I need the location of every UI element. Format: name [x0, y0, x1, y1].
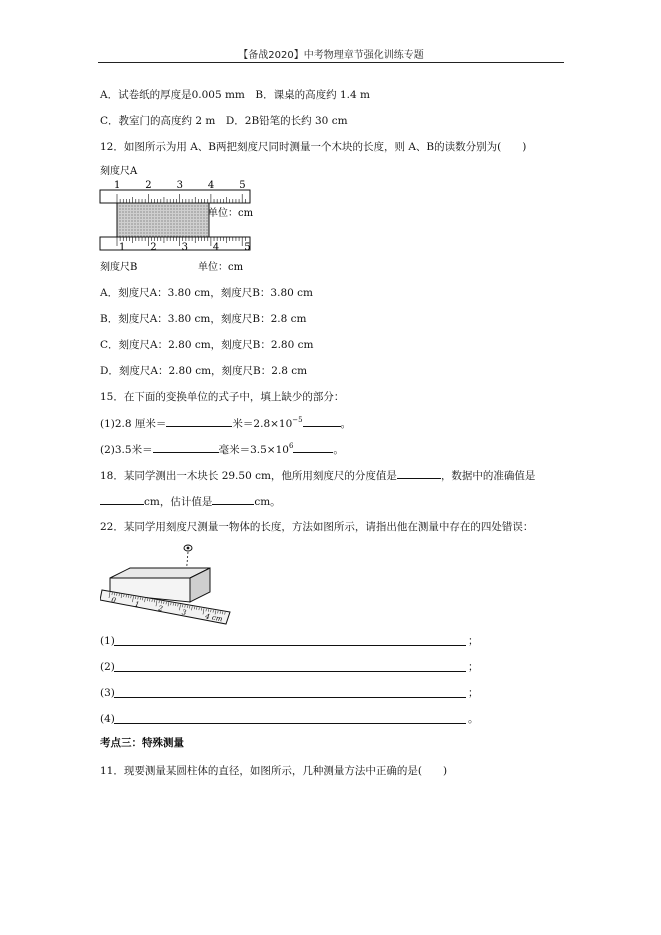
ruler-a: [100, 190, 250, 203]
q15-stem: 15．在下面的变换单位的式子中，填上缺少的部分：: [100, 391, 345, 403]
answer-line-4[interactable]: [114, 723, 466, 724]
slanted-number: 2: [157, 604, 164, 613]
slanted-number: 4 cm: [204, 612, 224, 624]
q15-line1-c: 。: [340, 418, 352, 430]
wood-block: [117, 203, 209, 237]
ruler-a-label: 刻度尺A: [100, 166, 138, 177]
answer-line-3[interactable]: [114, 697, 466, 698]
answer-line-1[interactable]: [114, 645, 466, 646]
q18-line1-b: ，数据中的准确值是: [440, 470, 536, 482]
q12-option-c: C．刻度尺A：2.80 cm，刻度尺B：2.80 cm: [100, 339, 314, 351]
ruler-diagram: [98, 160, 258, 276]
q15-line1: [100, 416, 351, 431]
ruler-a-number: 5: [239, 180, 246, 191]
answer-line-2[interactable]: [114, 671, 466, 672]
unit-label-b: 单位：cm: [198, 262, 244, 273]
blank-num: (2): [100, 661, 115, 673]
q11-stem: 11．现要测量某圆柱体的直径，如图所示，几种测量方法中正确的是( ): [100, 765, 448, 777]
blank[interactable]: [100, 494, 144, 505]
blank[interactable]: [397, 468, 441, 479]
q22-blank-1: [100, 634, 115, 648]
q22-blank-2: [100, 660, 115, 674]
q18-line2-b: cm。: [254, 496, 281, 508]
ruler-a-numbers: [114, 180, 246, 191]
q12-option-d: D．刻度尺A：2.80 cm，刻度尺B：2.8 cm: [100, 365, 308, 377]
q15-line2-b: 毫米＝3.5×10: [218, 444, 289, 456]
blank[interactable]: [153, 442, 219, 453]
q12-ruler-figure: [98, 160, 258, 276]
q18-line1-a: 18．某同学测出一木块长 29.50 cm，他所用刻度尺的分度值是: [100, 470, 397, 482]
q22-blank-1-end: ；: [468, 635, 479, 647]
q15-line2-a: (2)3.5米＝: [100, 444, 153, 456]
slanted-number: 3: [181, 608, 187, 618]
q15-line2: [100, 442, 344, 457]
ruler-a-number: 2: [145, 180, 152, 191]
q22-figure: [100, 540, 240, 630]
q22-blank-3-end: ；: [468, 687, 479, 699]
q22-stem: 22．某同学用刻度尺测量一物体的长度，方法如图所示，请指出他在测量中存在的四处错误：: [100, 521, 534, 533]
q22-blank-3: [100, 686, 115, 700]
ruler-b-label: 刻度尺B: [100, 262, 138, 273]
q22-blank-2-end: ；: [468, 661, 479, 673]
ruler-b-number: 5: [244, 242, 251, 253]
ruler-b-number: 3: [181, 242, 188, 253]
slanted-number: 1: [134, 600, 140, 609]
slanted-number: 0: [110, 596, 117, 605]
ruler-b-number: 4: [212, 242, 220, 253]
ruler-a-number: 3: [176, 180, 183, 191]
q22-blank-4: [100, 712, 115, 726]
blank[interactable]: [212, 494, 254, 505]
q12-option-a: A．刻度尺A：3.80 cm，刻度尺B：3.80 cm: [100, 287, 313, 299]
blank-num: (1): [100, 635, 115, 647]
page-header: 【备战2020】中考物理章节强化训练专题: [238, 50, 424, 61]
header-divider: [98, 62, 564, 63]
ruler-a-number: 4: [207, 180, 215, 191]
pupil: [187, 547, 190, 550]
unit-label-a: 单位：cm: [208, 208, 254, 219]
q15-line1-b: 米＝2.8×10: [232, 418, 293, 430]
blank[interactable]: [303, 416, 341, 427]
blank[interactable]: [293, 442, 333, 453]
q22-blank-4-end: 。: [468, 713, 479, 725]
blank[interactable]: [166, 416, 232, 427]
ruler-a-number: 1: [114, 180, 121, 191]
option-ab: A．试卷纸的厚度是0.005 mm B．课桌的高度约 1.4 m: [100, 89, 370, 101]
blank-num: (4): [100, 713, 115, 725]
ruler-b-number: 2: [150, 242, 157, 253]
q15-line1-exp: −5: [292, 416, 303, 424]
q15-line2-exp: 6: [288, 442, 294, 450]
q18-line1: [100, 468, 535, 483]
blank-num: (3): [100, 687, 115, 699]
q15-line2-c: 。: [333, 444, 344, 456]
ruler-b-number: 1: [119, 242, 126, 253]
q12-stem: 12．如图所示为用 A、B两把刻度尺同时测量一个木块的长度，则 A、B的读数分别为( ): [100, 141, 527, 153]
q18-line2: [100, 494, 281, 509]
option-cd: C．教室门的高度约 2 m D．2B铅笔的长约 30 cm: [100, 115, 348, 127]
q18-line2-a: cm，估计值是: [144, 496, 213, 508]
slanted-ruler-diagram: [100, 540, 240, 630]
q12-option-b: B．刻度尺A：3.80 cm，刻度尺B：2.8 cm: [100, 313, 307, 325]
section-title: 考点三：特殊测量: [100, 737, 184, 749]
q15-line1-a: (1)2.8 厘米＝: [100, 418, 167, 430]
